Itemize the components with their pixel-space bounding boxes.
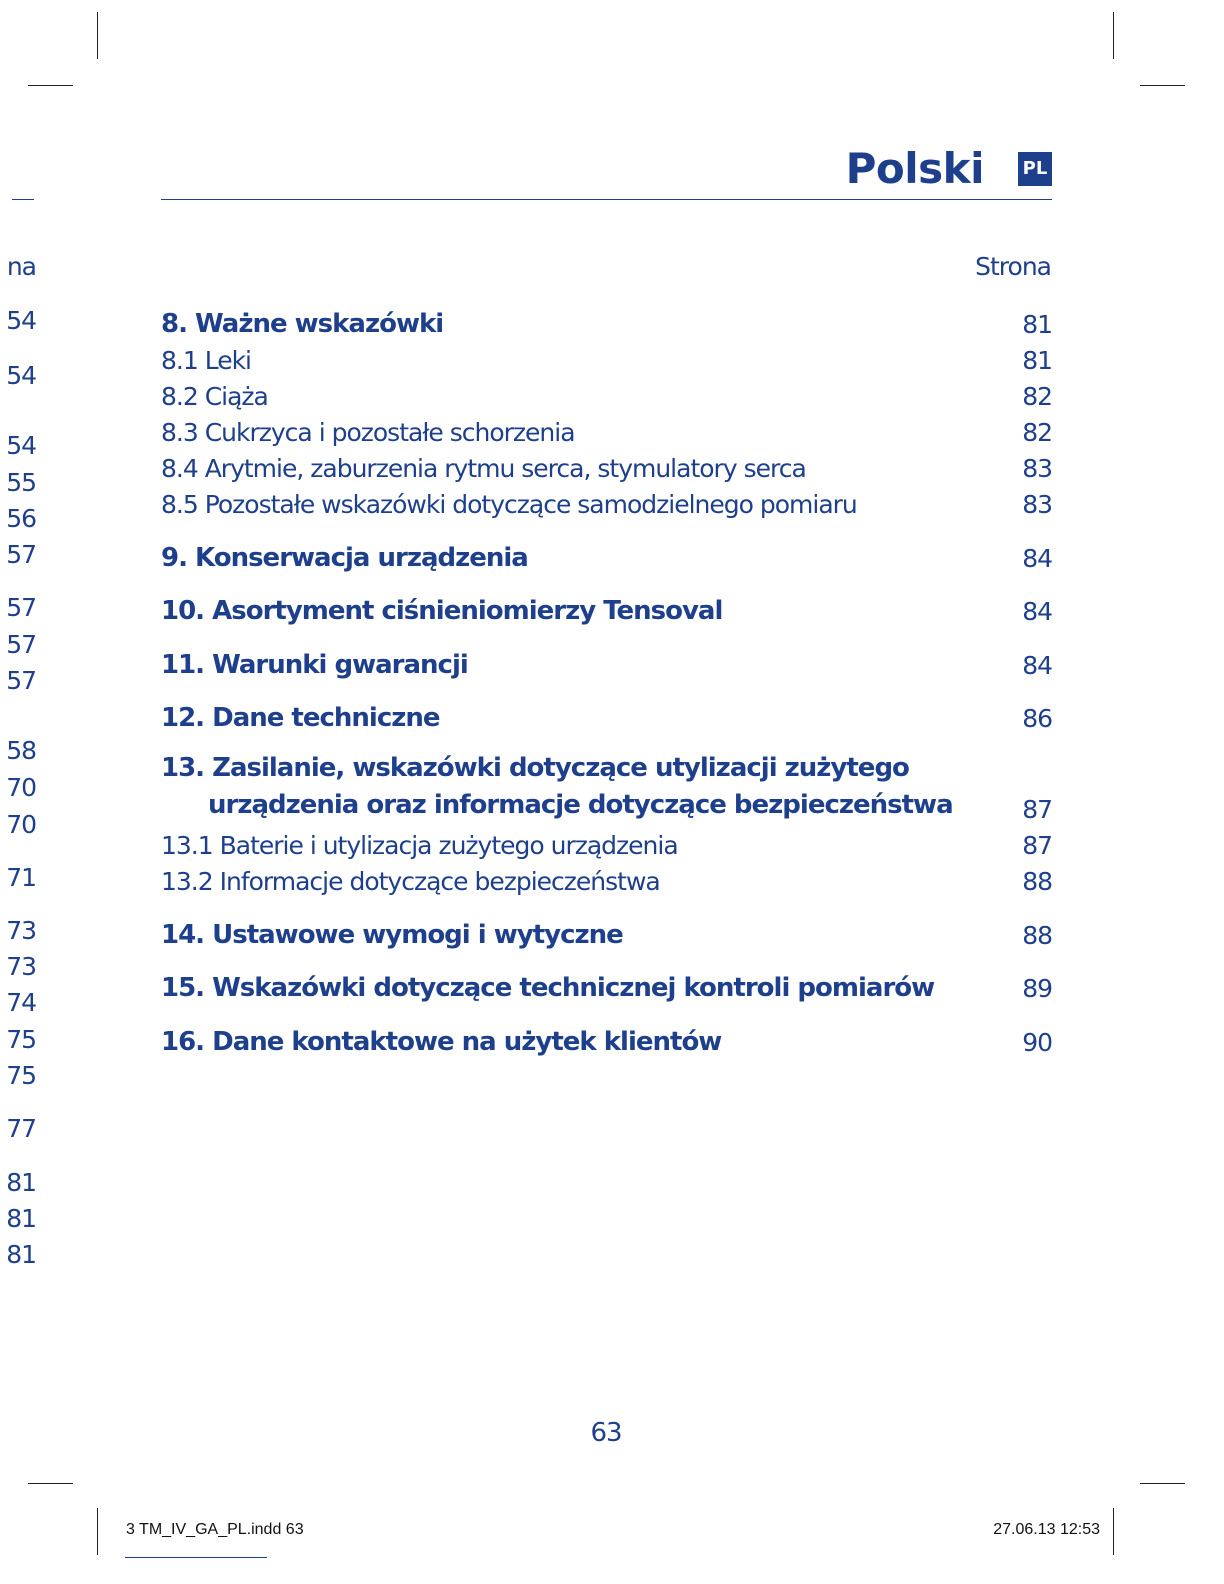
fragment-text: 54	[6, 431, 36, 460]
toc-entry-label: 8. Ważne wskazówki	[161, 309, 444, 339]
fragment-text: 57	[6, 540, 36, 569]
fragment-text: 71	[6, 863, 36, 892]
toc-entry-label: 8.5 Pozostałe wskazówki dotyczące samodzielnego pomiaru	[161, 490, 857, 519]
toc-entry-page: 87	[1022, 795, 1052, 824]
language-badge: PL	[1018, 152, 1052, 186]
toc-entry-page: 83	[1022, 454, 1052, 483]
toc-entry	[161, 680, 1052, 733]
toc-entry-label: 15. Wskazówki dotyczące technicznej kontroli pomiarów	[161, 973, 935, 1003]
toc-entry-page: 84	[1022, 597, 1052, 626]
fragment-text: 74	[6, 988, 36, 1017]
table-of-contents	[161, 303, 1052, 1057]
crop-mark	[97, 1508, 98, 1555]
print-slug-date: 27.06.13 12:53	[993, 1521, 1100, 1538]
toc-entry	[161, 519, 1052, 573]
toc-entry-page: 86	[1022, 704, 1052, 733]
toc-entry	[161, 573, 1052, 626]
toc-entry-label: 11. Warunki gwarancji	[161, 650, 468, 680]
crop-mark	[1140, 85, 1185, 86]
crop-mark	[28, 1483, 73, 1484]
fragment-text: 75	[6, 1025, 36, 1054]
toc-entry-page: 88	[1022, 921, 1052, 950]
toc-entry-label: 8.4 Arytmie, zaburzenia rytmu serca, stymulatory serca	[161, 454, 806, 483]
toc-entry-page: 81	[1022, 310, 1052, 339]
toc-entry-label-continuation: urządzenia oraz informacje dotyczące bezpieczeństwa	[208, 790, 953, 820]
fragment-text: 77	[6, 1114, 36, 1143]
crop-mark	[1140, 1483, 1185, 1484]
crop-mark	[1113, 12, 1114, 59]
toc-entry-label: 16. Dane kontaktowe na użytek klientów	[161, 1027, 722, 1057]
fragment-text: 56	[6, 504, 36, 533]
toc-entry-page: 81	[1022, 346, 1052, 375]
fragment-text: 81	[6, 1240, 36, 1269]
page-title: Polski	[845, 144, 984, 193]
toc-entry	[161, 411, 1052, 447]
crop-mark	[1113, 1508, 1114, 1555]
toc-entry	[161, 303, 1052, 339]
toc-entry	[161, 1003, 1052, 1057]
fragment-text: 81	[6, 1204, 36, 1233]
toc-entry-page: 89	[1022, 974, 1052, 1003]
fragment-text: na	[6, 252, 36, 281]
toc-entry	[161, 339, 1052, 375]
toc-entry-page: 90	[1022, 1028, 1052, 1057]
toc-entry	[161, 896, 1052, 950]
fragment-text: 57	[6, 630, 36, 659]
toc-entry-page: 83	[1022, 490, 1052, 519]
toc-entry	[161, 733, 1052, 824]
facing-page-fragment	[0, 0, 36, 1300]
page-column-label: Strona	[975, 252, 1051, 281]
fragment-text: 70	[6, 810, 36, 839]
fragment-text: 54	[6, 306, 36, 335]
fragment-text: 58	[6, 736, 36, 765]
fragment-text: 81	[6, 1168, 36, 1197]
fragment-text: 57	[6, 666, 36, 695]
toc-entry	[161, 375, 1052, 411]
crop-mark	[97, 12, 98, 59]
fragment-text: 55	[6, 468, 36, 497]
print-slug-file: 3 TM_IV_GA_PL.indd 63	[126, 1521, 304, 1538]
toc-entry	[161, 824, 1052, 860]
toc-entry-label	[161, 750, 953, 824]
toc-entry-page: 82	[1022, 418, 1052, 447]
toc-entry	[161, 447, 1052, 483]
toc-entry-label: 8.1 Leki	[161, 346, 251, 375]
fragment-text: 54	[6, 361, 36, 390]
toc-entry-page: 84	[1022, 544, 1052, 573]
toc-entry-page: 82	[1022, 382, 1052, 411]
page-number: 63	[590, 1418, 622, 1448]
toc-entry-page: 88	[1022, 867, 1052, 896]
toc-entry-label: 8.2 Ciąża	[161, 382, 268, 411]
toc-entry-label: 14. Ustawowe wymogi i wytyczne	[161, 920, 623, 950]
toc-entry-label: 13.2 Informacje dotyczące bezpieczeństwa	[161, 867, 660, 896]
fragment-text: 75	[6, 1061, 36, 1090]
toc-entry	[161, 483, 1052, 519]
toc-entry-page: 87	[1022, 831, 1052, 860]
toc-entry-label: 10. Asortyment ciśnieniomierzy Tensoval	[161, 596, 723, 626]
toc-entry-label-line: 13. Zasilanie, wskazówki dotyczące utylizacji zużytego	[161, 753, 909, 783]
toc-entry-label: 12. Dane techniczne	[161, 703, 440, 733]
slug-rule	[125, 1557, 267, 1558]
toc-entry-page: 84	[1022, 651, 1052, 680]
fragment-text: 73	[6, 952, 36, 981]
toc-entry	[161, 950, 1052, 1003]
toc-entry	[161, 626, 1052, 680]
fragment-text: 57	[6, 593, 36, 622]
header-rule	[161, 199, 1052, 200]
toc-entry	[161, 860, 1052, 896]
toc-entry-label: 9. Konserwacja urządzenia	[161, 543, 528, 573]
toc-entry-label: 8.3 Cukrzyca i pozostałe schorzenia	[161, 418, 575, 447]
fragment-text: 73	[6, 916, 36, 945]
fragment-text: 70	[6, 773, 36, 802]
toc-entry-label: 13.1 Baterie i utylizacja zużytego urządzenia	[161, 831, 678, 860]
